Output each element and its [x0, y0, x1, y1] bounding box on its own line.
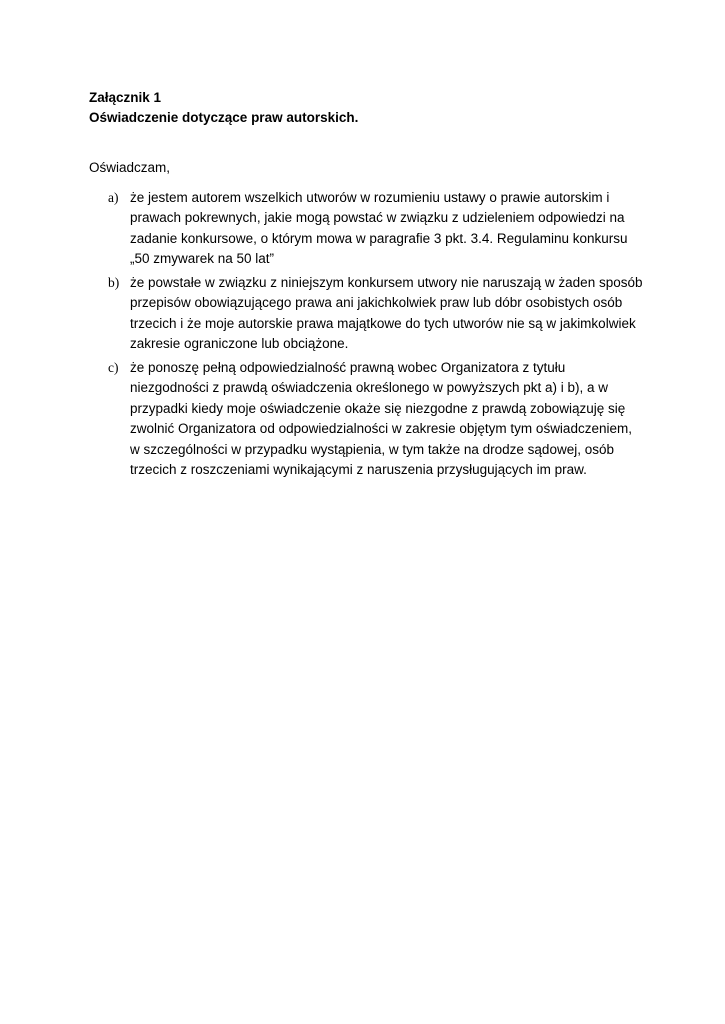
text-line: w szczególności w przypadku wystąpienia, w tym także na drodze sądowej, osób: [130, 441, 614, 457]
text-line: „50 zmywarek na 50 lat”: [130, 251, 275, 267]
list-item-text-c: [130, 358, 648, 480]
text-line: niezgodności z prawdą oświadczenia określonego w powyższych pkt a) i b), a w: [130, 380, 608, 396]
text-line: że ponoszę pełną odpowiedzialność prawną wobec Organizatora z tytułu: [130, 360, 566, 375]
text-line: przepisów obowiązującego prawa ani jakichkolwiek praw lub dóbr osobistych osób: [130, 295, 623, 311]
text-line: zakresie ograniczone lub obciążone.: [130, 336, 349, 352]
list-marker-a: a): [108, 190, 119, 205]
list-item-text-b: [130, 273, 648, 355]
text-line: trzecich i że moje autorskie prawa majątkowe do tych utworów nie są w jakimkolwiek: [130, 315, 636, 331]
statement-title: Oświadczenie dotyczące praw autorskich.: [89, 110, 359, 125]
list-item-a: [108, 188, 648, 270]
text-line: zadanie konkursowe, o którym mowa w paragrafie 3 pkt. 3.4. Regulaminu konkursu: [130, 230, 628, 246]
list-item-text-a: [130, 188, 648, 270]
attachment-title: Załącznik 1: [89, 90, 162, 105]
text-line: że jestem autorem wszelkich utworów w rozumieniu ustawy o prawie autorskim i: [130, 190, 610, 205]
text-line: trzecich z roszczeniami wynikającymi z naruszenia przysługujących im praw.: [130, 462, 587, 478]
text-line: zwolnić Organizatora od odpowiedzialności w zakresie objętym tym oświadczeniem,: [130, 421, 632, 437]
list-marker-b: b): [108, 275, 120, 290]
text-line: przypadki kiedy moje oświadczenie okaże się niezgodne z prawdą zobowiązuję się: [130, 400, 626, 416]
list-marker-c: c): [108, 360, 119, 375]
text-line: prawach pokrewnych, jakie mogą powstać w związku z udzieleniem odpowiedzi na: [130, 210, 625, 226]
list-item-b: [108, 273, 648, 355]
text-line: że powstałe w związku z niniejszym konkursem utwory nie naruszają w żaden sposób: [130, 275, 643, 290]
list-item-c: [108, 358, 648, 480]
intro-text: Oświadczam,: [89, 160, 171, 175]
